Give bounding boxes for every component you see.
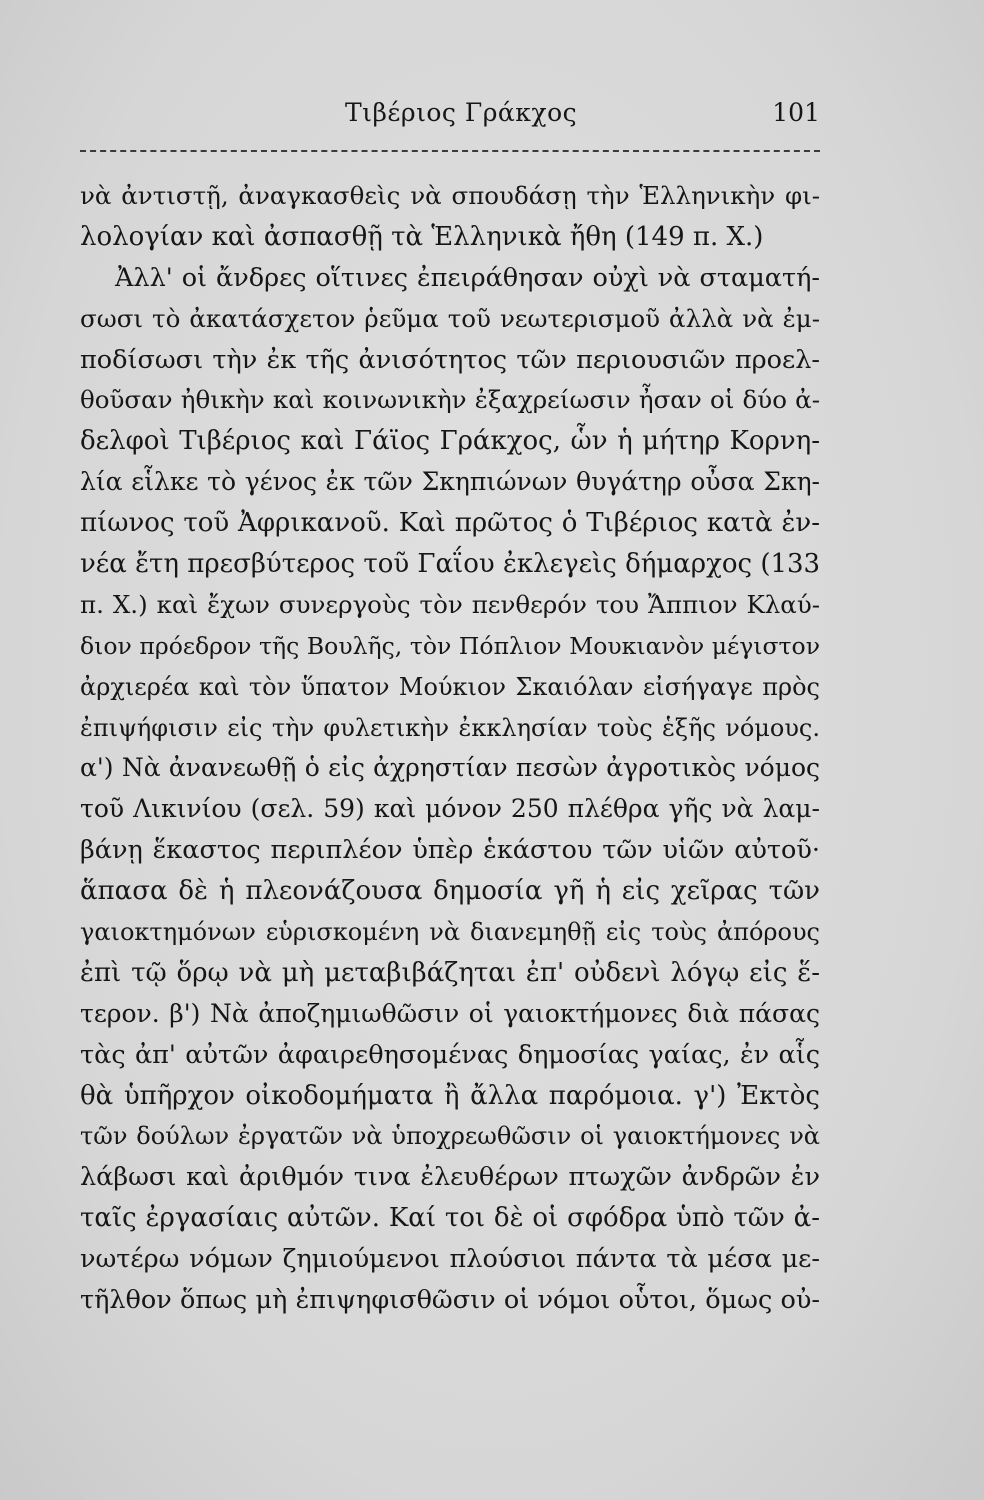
page-number: 101 <box>772 98 820 127</box>
text-line: ἅπασα δὲ ἡ πλεονάζουσα δημοσία γῆ ἡ εἰς χεῖρας τῶν <box>80 876 820 907</box>
text-line: ἐπιψήφισιν εἰς τὴν φυλετικὴν ἐκκλησίαν τοὺς ἑξῆς νόμους. <box>80 713 820 742</box>
text-line: βάνῃ ἕκαστος περιπλέον ὑπὲρ ἑκάστου τῶν υἱῶν αὐτοῦ· <box>80 835 820 866</box>
text-line: σωσι τὸ ἀκατάσχετον ῥεῦμα τοῦ νεωτερισμοῦ ἀλλὰ νὰ ἐμ- <box>80 303 820 333</box>
body-text <box>80 176 820 1321</box>
text-line: π. Χ.) καὶ ἔχων συνεργοὺς τὸν πενθερόν του Ἄππιον Κλαύ- <box>80 589 820 619</box>
header-rule <box>80 150 820 152</box>
text-line: ποδίσωσι τὴν ἐκ τῆς ἀνισότητος τῶν περιουσιῶν προελ- <box>80 344 820 375</box>
text-line: πίωνος τοῦ Ἀφρικανοῦ. Καὶ πρῶτος ὁ Τιβέριος κατὰ ἐν- <box>80 508 820 539</box>
text-line: λία εἷλκε τὸ γένος ἐκ τῶν Σκηπιώνων θυγάτηρ οὖσα Σκη- <box>80 467 820 497</box>
text-line: θοῦσαν ἠθικὴν καὶ κοινωνικὴν ἐξαχρείωσιν ἦσαν οἱ δύο ἀ- <box>80 385 820 415</box>
text-line: α') Νὰ ἀνανεωθῇ ὁ εἰς ἀχρηστίαν πεσὼν ἀγροτικὸς νόμος <box>80 753 820 783</box>
page-header <box>80 98 820 138</box>
text-line: νὰ ἀντιστῇ, ἀναγκασθεὶς νὰ σπουδάσῃ τὴν Ἑλληνικὴν φι- <box>80 181 820 210</box>
text-line: τῶν δούλων ἐργατῶν νὰ ὑποχρεωθῶσιν οἱ γαιοκτήμονες νὰ <box>80 1122 820 1151</box>
text-line: διον πρόεδρον τῆς Βουλῆς, τὸν Πόπλιον Μουκιανὸν μέγιστον <box>80 631 820 660</box>
text-line: λάβωσι καὶ ἀριθμόν τινα ἐλευθέρων πτωχῶν ἀνδρῶν ἐν <box>80 1162 820 1193</box>
text-line: τὰς ἀπ' αὐτῶν ἀφαιρεθησομένας δημοσίας γαίας, ἐν αἷς <box>80 1039 820 1070</box>
text-line: ταῖς ἐργασίαις αὐτῶν. Καί τοι δὲ οἱ σφόδρα ὑπὸ τῶν ἀ- <box>80 1203 820 1234</box>
text-line: Ἀλλ' οἱ ἄνδρες οἵτινες ἐπειράθησαν οὐχὶ νὰ σταματή- <box>115 262 820 293</box>
text-line: θὰ ὑπῆρχον οἰκοδομήματα ἢ ἄλλα παρόμοια. γ') Ἐκτὸς <box>80 1080 820 1111</box>
text-line: τοῦ Λικινίου (σελ. 59) καὶ μόνον 250 πλέθρα γῆς νὰ λαμ- <box>80 794 820 824</box>
text-line: νωτέρω νόμων ζημιούμενοι πλούσιοι πάντα τὰ μέσα με- <box>80 1244 820 1275</box>
text-line: τῆλθον ὅπως μὴ ἐπιψηφισθῶσιν οἱ νόμοι οὗτοι, ὅμως οὐ- <box>80 1285 820 1316</box>
text-line: λολογίαν καὶ ἀσπασθῇ τὰ Ἑλληνικὰ ἤθη (149 π. Χ.) <box>80 221 764 252</box>
text-line: νέα ἔτη πρεσβύτερος τοῦ Γαΐου ἐκλεγεὶς δήμαρχος (133 <box>80 549 820 580</box>
text-line: τερον. β') Νὰ ἀποζημιωθῶσιν οἱ γαιοκτήμονες διὰ πάσας <box>80 998 820 1028</box>
running-title: Τιβέριος Γράκχος <box>345 98 578 127</box>
text-line: γαιοκτημόνων εὑρισκομένη νὰ διανεμηθῇ εἰς τοὺς ἀπόρους <box>80 918 820 947</box>
text-line: ἐπὶ τῷ ὅρῳ νὰ μὴ μεταβιβάζηται ἐπ' οὐδενὶ λόγῳ εἰς ἕ- <box>80 957 820 988</box>
text-line: ἀρχιερέα καὶ τὸν ὕπατον Μούκιον Σκαιόλαν εἰσήγαγε πρὸς <box>80 672 820 701</box>
text-line: δελφοὶ Τιβέριος καὶ Γάϊος Γράκχος, ὧν ἡ μήτηρ Κορνη- <box>80 426 820 457</box>
